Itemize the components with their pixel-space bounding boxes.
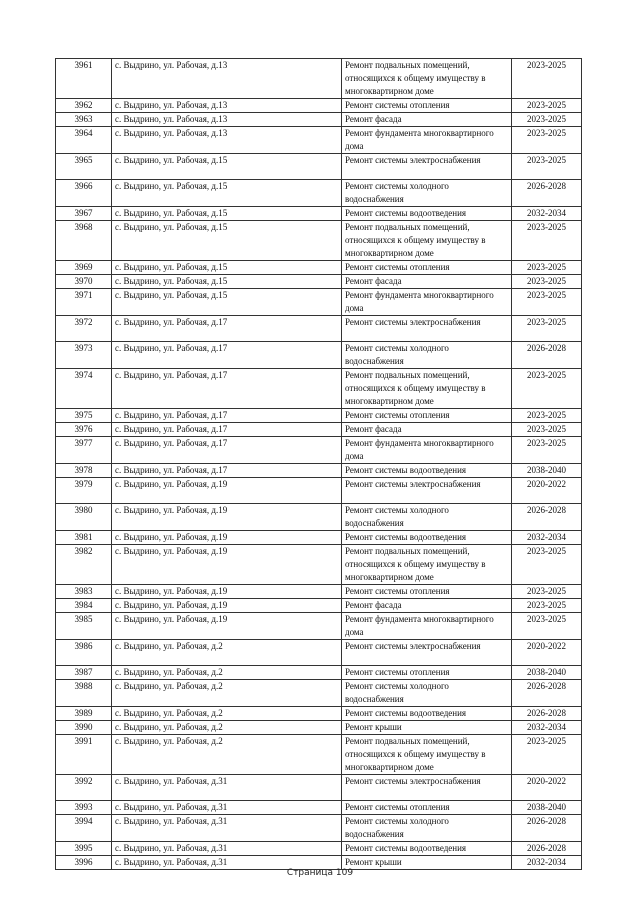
row-address: с. Выдрино, ул. Рабочая, д.17	[112, 409, 342, 423]
row-work-type: Ремонт фундамента многоквартирного дома	[342, 127, 512, 154]
table-row	[56, 221, 582, 261]
row-years: 2032-2034	[512, 207, 582, 221]
row-number: 3987	[56, 666, 112, 680]
row-work-type: Ремонт подвальных помещений, относящихся к общему имуществу в многоквартирном доме	[342, 59, 512, 99]
row-number: 3978	[56, 464, 112, 478]
row-number: 3985	[56, 613, 112, 640]
row-work-type: Ремонт системы электроснабжения	[342, 316, 512, 342]
row-address: с. Выдрино, ул. Рабочая, д.31	[112, 775, 342, 801]
row-years: 2023-2025	[512, 275, 582, 289]
row-number: 3994	[56, 815, 112, 842]
table-row	[56, 775, 582, 801]
table-row	[56, 437, 582, 464]
row-address: с. Выдрино, ул. Рабочая, д.2	[112, 707, 342, 721]
row-years: 2020-2022	[512, 775, 582, 801]
row-address: с. Выдрино, ул. Рабочая, д.31	[112, 856, 342, 870]
row-years: 2023-2025	[512, 99, 582, 113]
row-number: 3974	[56, 369, 112, 409]
row-address: с. Выдрино, ул. Рабочая, д.17	[112, 464, 342, 478]
row-work-type: Ремонт системы водоотведения	[342, 842, 512, 856]
table-row	[56, 815, 582, 842]
row-work-type: Ремонт фасада	[342, 113, 512, 127]
row-years: 2023-2025	[512, 409, 582, 423]
row-work-type: Ремонт системы отопления	[342, 666, 512, 680]
row-number: 3967	[56, 207, 112, 221]
row-years: 2023-2025	[512, 585, 582, 599]
row-years: 2023-2025	[512, 613, 582, 640]
row-years: 2026-2028	[512, 680, 582, 707]
row-work-type: Ремонт подвальных помещений, относящихся к общему имуществу в многоквартирном доме	[342, 369, 512, 409]
row-address: с. Выдрино, ул. Рабочая, д.17	[112, 342, 342, 369]
row-number: 3963	[56, 113, 112, 127]
table-row	[56, 289, 582, 316]
row-number: 3968	[56, 221, 112, 261]
row-years: 2020-2022	[512, 640, 582, 666]
row-number: 3988	[56, 680, 112, 707]
row-years: 2023-2025	[512, 261, 582, 275]
row-number: 3969	[56, 261, 112, 275]
row-years: 2023-2025	[512, 59, 582, 99]
row-work-type: Ремонт системы отопления	[342, 261, 512, 275]
row-work-type: Ремонт системы электроснабжения	[342, 640, 512, 666]
row-number: 3983	[56, 585, 112, 599]
row-number: 3995	[56, 842, 112, 856]
row-work-type: Ремонт системы холодного водоснабжения	[342, 815, 512, 842]
row-years: 2023-2025	[512, 545, 582, 585]
row-work-type: Ремонт системы холодного водоснабжения	[342, 504, 512, 531]
table-row	[56, 478, 582, 504]
row-number: 3971	[56, 289, 112, 316]
row-years: 2032-2034	[512, 531, 582, 545]
row-number: 3972	[56, 316, 112, 342]
row-number: 3979	[56, 478, 112, 504]
row-address: с. Выдрино, ул. Рабочая, д.15	[112, 275, 342, 289]
row-address: с. Выдрино, ул. Рабочая, д.2	[112, 680, 342, 707]
table-row	[56, 464, 582, 478]
row-address: с. Выдрино, ул. Рабочая, д.15	[112, 154, 342, 180]
row-address: с. Выдрино, ул. Рабочая, д.15	[112, 289, 342, 316]
row-work-type: Ремонт системы отопления	[342, 801, 512, 815]
works-table-body	[56, 59, 582, 870]
row-address: с. Выдрино, ул. Рабочая, д.17	[112, 369, 342, 409]
row-address: с. Выдрино, ул. Рабочая, д.19	[112, 531, 342, 545]
row-years: 2020-2022	[512, 478, 582, 504]
row-work-type: Ремонт крыши	[342, 856, 512, 870]
row-years: 2023-2025	[512, 127, 582, 154]
row-address: с. Выдрино, ул. Рабочая, д.19	[112, 504, 342, 531]
table-row	[56, 545, 582, 585]
row-years: 2023-2025	[512, 221, 582, 261]
table-row	[56, 721, 582, 735]
table-row	[56, 99, 582, 113]
row-number: 3981	[56, 531, 112, 545]
row-work-type: Ремонт системы холодного водоснабжения	[342, 342, 512, 369]
table-row	[56, 707, 582, 721]
table-row	[56, 275, 582, 289]
row-work-type: Ремонт системы холодного водоснабжения	[342, 680, 512, 707]
row-address: с. Выдрино, ул. Рабочая, д.15	[112, 180, 342, 207]
table-row	[56, 599, 582, 613]
row-work-type: Ремонт системы электроснабжения	[342, 154, 512, 180]
row-number: 3977	[56, 437, 112, 464]
row-work-type: Ремонт системы водоотведения	[342, 464, 512, 478]
works-table	[55, 58, 582, 870]
row-work-type: Ремонт подвальных помещений, относящихся к общему имуществу в многоквартирном доме	[342, 221, 512, 261]
row-address: с. Выдрино, ул. Рабочая, д.15	[112, 261, 342, 275]
table-row	[56, 680, 582, 707]
table-row	[56, 127, 582, 154]
row-years: 2023-2025	[512, 735, 582, 775]
row-years: 2023-2025	[512, 437, 582, 464]
row-address: с. Выдрино, ул. Рабочая, д.2	[112, 666, 342, 680]
table-row	[56, 531, 582, 545]
row-number: 3966	[56, 180, 112, 207]
row-work-type: Ремонт системы водоотведения	[342, 707, 512, 721]
row-address: с. Выдрино, ул. Рабочая, д.13	[112, 113, 342, 127]
row-address: с. Выдрино, ул. Рабочая, д.31	[112, 801, 342, 815]
row-years: 2032-2034	[512, 721, 582, 735]
row-work-type: Ремонт фундамента многоквартирного дома	[342, 613, 512, 640]
row-work-type: Ремонт системы электроснабжения	[342, 478, 512, 504]
row-years: 2026-2028	[512, 504, 582, 531]
row-address: с. Выдрино, ул. Рабочая, д.19	[112, 613, 342, 640]
row-number: 3975	[56, 409, 112, 423]
row-years: 2038-2040	[512, 666, 582, 680]
row-address: с. Выдрино, ул. Рабочая, д.19	[112, 545, 342, 585]
row-work-type: Ремонт фундамента многоквартирного дома	[342, 437, 512, 464]
row-address: с. Выдрино, ул. Рабочая, д.2	[112, 721, 342, 735]
row-years: 2026-2028	[512, 815, 582, 842]
row-work-type: Ремонт подвальных помещений, относящихся к общему имуществу в многоквартирном доме	[342, 735, 512, 775]
page-number: Страница 109	[286, 868, 354, 878]
row-address: с. Выдрино, ул. Рабочая, д.17	[112, 316, 342, 342]
row-years: 2026-2028	[512, 842, 582, 856]
table-row	[56, 735, 582, 775]
row-address: с. Выдрино, ул. Рабочая, д.2	[112, 735, 342, 775]
table-row	[56, 113, 582, 127]
row-work-type: Ремонт фундамента многоквартирного дома	[342, 289, 512, 316]
table-row	[56, 409, 582, 423]
row-address: с. Выдрино, ул. Рабочая, д.17	[112, 423, 342, 437]
row-work-type: Ремонт системы водоотведения	[342, 531, 512, 545]
row-years: 2026-2028	[512, 180, 582, 207]
table-row	[56, 180, 582, 207]
row-years: 2038-2040	[512, 464, 582, 478]
row-years: 2023-2025	[512, 113, 582, 127]
row-address: с. Выдрино, ул. Рабочая, д.31	[112, 842, 342, 856]
row-number: 3986	[56, 640, 112, 666]
row-years: 2032-2034	[512, 856, 582, 870]
row-work-type: Ремонт крыши	[342, 721, 512, 735]
row-number: 3980	[56, 504, 112, 531]
row-years: 2023-2025	[512, 154, 582, 180]
row-number: 3976	[56, 423, 112, 437]
row-number: 3962	[56, 99, 112, 113]
row-number: 3973	[56, 342, 112, 369]
table-row	[56, 207, 582, 221]
row-years: 2023-2025	[512, 369, 582, 409]
row-address: с. Выдрино, ул. Рабочая, д.13	[112, 59, 342, 99]
row-address: с. Выдрино, ул. Рабочая, д.13	[112, 99, 342, 113]
row-work-type: Ремонт фасада	[342, 599, 512, 613]
row-address: с. Выдрино, ул. Рабочая, д.13	[112, 127, 342, 154]
row-work-type: Ремонт фасада	[342, 423, 512, 437]
table-row	[56, 585, 582, 599]
row-address: с. Выдрино, ул. Рабочая, д.15	[112, 207, 342, 221]
table-row	[56, 613, 582, 640]
row-work-type: Ремонт системы отопления	[342, 99, 512, 113]
row-number: 3990	[56, 721, 112, 735]
table-row	[56, 666, 582, 680]
row-work-type: Ремонт системы водоотведения	[342, 207, 512, 221]
row-number: 3970	[56, 275, 112, 289]
row-years: 2026-2028	[512, 342, 582, 369]
row-address: с. Выдрино, ул. Рабочая, д.2	[112, 640, 342, 666]
row-number: 3984	[56, 599, 112, 613]
table-row	[56, 640, 582, 666]
row-number: 3961	[56, 59, 112, 99]
table-row	[56, 369, 582, 409]
row-years: 2038-2040	[512, 801, 582, 815]
table-row	[56, 316, 582, 342]
row-address: с. Выдрино, ул. Рабочая, д.17	[112, 437, 342, 464]
row-work-type: Ремонт подвальных помещений, относящихся к общему имуществу в многоквартирном доме	[342, 545, 512, 585]
row-address: с. Выдрино, ул. Рабочая, д.19	[112, 585, 342, 599]
row-work-type: Ремонт системы отопления	[342, 409, 512, 423]
table-row	[56, 423, 582, 437]
table-row	[56, 154, 582, 180]
table-row	[56, 59, 582, 99]
table-row	[56, 342, 582, 369]
table-row	[56, 504, 582, 531]
row-work-type: Ремонт системы холодного водоснабжения	[342, 180, 512, 207]
table-row	[56, 261, 582, 275]
row-work-type: Ремонт системы электроснабжения	[342, 775, 512, 801]
row-years: 2023-2025	[512, 423, 582, 437]
row-work-type: Ремонт системы отопления	[342, 585, 512, 599]
row-number: 3964	[56, 127, 112, 154]
table-row	[56, 801, 582, 815]
row-work-type: Ремонт фасада	[342, 275, 512, 289]
row-number: 3965	[56, 154, 112, 180]
row-number: 3992	[56, 775, 112, 801]
row-number: 3989	[56, 707, 112, 721]
row-number: 3982	[56, 545, 112, 585]
row-years: 2023-2025	[512, 599, 582, 613]
row-years: 2023-2025	[512, 289, 582, 316]
row-number: 3993	[56, 801, 112, 815]
row-address: с. Выдрино, ул. Рабочая, д.15	[112, 221, 342, 261]
row-years: 2026-2028	[512, 707, 582, 721]
row-address: с. Выдрино, ул. Рабочая, д.19	[112, 478, 342, 504]
row-address: с. Выдрино, ул. Рабочая, д.31	[112, 815, 342, 842]
row-number: 3991	[56, 735, 112, 775]
row-years: 2023-2025	[512, 316, 582, 342]
table-row	[56, 842, 582, 856]
row-address: с. Выдрино, ул. Рабочая, д.19	[112, 599, 342, 613]
row-number: 3996	[56, 856, 112, 870]
